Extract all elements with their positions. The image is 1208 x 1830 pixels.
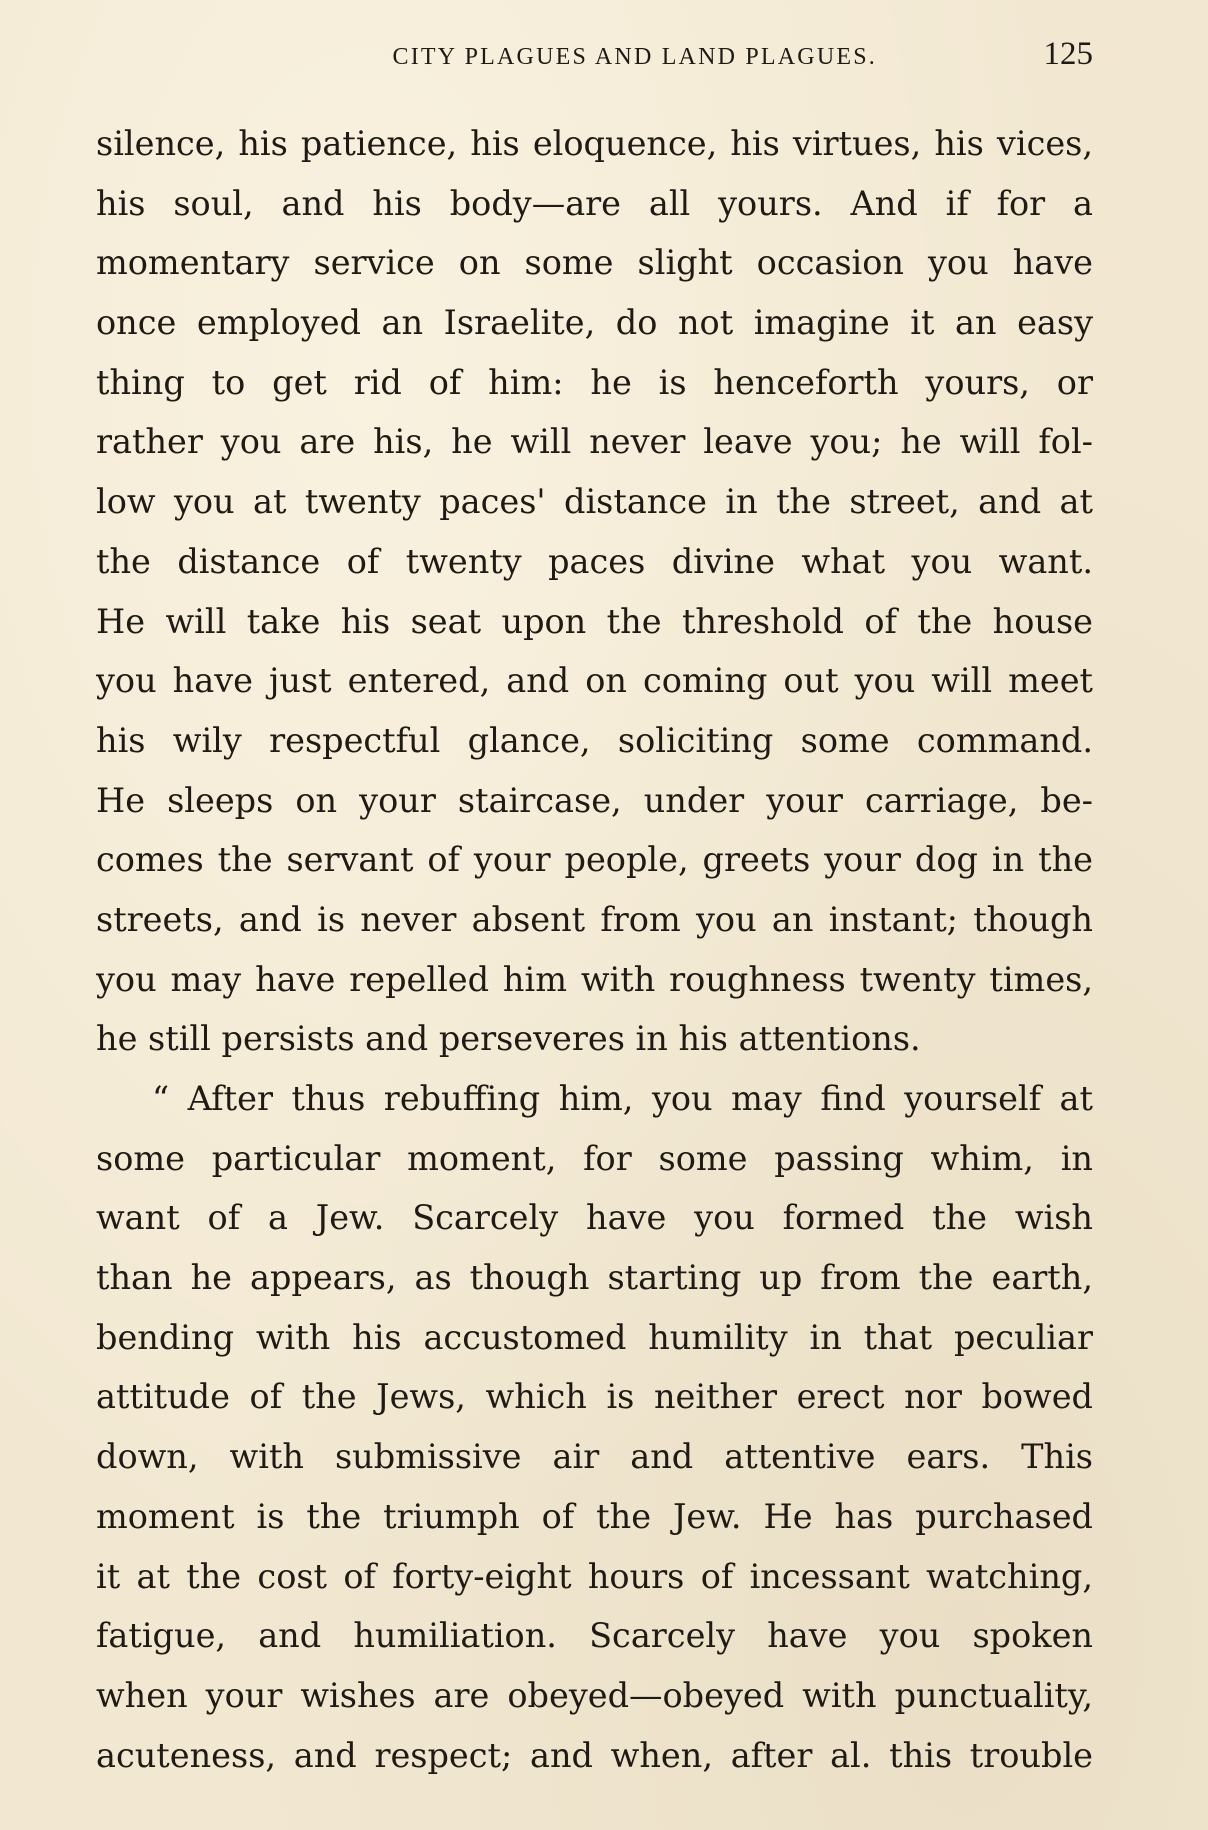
text-line: you have just entered, and on coming out you will meet <box>96 661 1093 701</box>
text-line: acuteness, and respect; and when, after al. this trouble <box>96 1735 1093 1775</box>
text-line: He sleeps on your staircase, under your carriage, be- <box>96 780 1093 820</box>
text-line: attitude of the Jews, which is neither erect nor bowed <box>96 1377 1093 1417</box>
running-title: CITY PLAGUES AND LAND PLAGUES. <box>392 44 877 70</box>
text-line: comes the servant of your people, greets your dog in the <box>96 840 1093 880</box>
text-line: want of a Jew. Scarcely have you formed the wish <box>96 1198 1093 1238</box>
text-line: moment is the triumph of the Jew. He has purchased <box>96 1496 1093 1536</box>
text-line: streets, and is never absent from you an instant; though <box>96 899 1093 939</box>
text-line: bending with his accustomed humility in that peculiar <box>96 1317 1093 1357</box>
text-line: silence, his patience, his eloquence, his virtues, his vices, <box>96 124 1093 163</box>
text-line: once employed an Israelite, do not imagine it an easy <box>96 303 1093 343</box>
text-line: low you at twenty paces' distance in the street, and at <box>96 482 1093 522</box>
text-line: down, with submissive air and attentive ears. This <box>96 1437 1093 1477</box>
text-line: you may have repelled him with roughness twenty times, <box>96 959 1093 999</box>
body-text <box>96 114 1093 1785</box>
paragraph-end-line: he still persists and perseveres in his attentions. <box>96 1019 921 1059</box>
text-line: rather you are his, he will never leave you; he will fol- <box>96 422 1093 462</box>
text-line: the distance of twenty paces divine what you want. <box>96 541 1093 581</box>
text-line: than he appears, as though starting up from the earth, <box>96 1258 1093 1298</box>
text-line: when your wishes are obeyed—obeyed with punctuality, <box>96 1675 1093 1715</box>
paragraph-start-line: “ After thus rebuffing him, you may find yourself at <box>152 1079 1093 1118</box>
text-line: He will take his seat upon the threshold of the house <box>96 601 1093 641</box>
text-line: his soul, and his body—are all yours. And if for a <box>96 183 1093 223</box>
text-line: momentary service on some slight occasion you have <box>96 243 1093 283</box>
text-line: some particular moment, for some passing whim, in <box>96 1138 1093 1178</box>
text-line: fatigue, and humiliation. Scarcely have you spoken <box>96 1616 1093 1656</box>
text-line: his wily respectful glance, soliciting some command. <box>96 720 1093 760</box>
text-line: thing to get rid of him: he is henceforth yours, or <box>96 362 1093 402</box>
page-number: 125 <box>1043 36 1093 72</box>
text-line: it at the cost of forty-eight hours of incessant watching, <box>96 1556 1093 1596</box>
running-head <box>96 36 1093 86</box>
